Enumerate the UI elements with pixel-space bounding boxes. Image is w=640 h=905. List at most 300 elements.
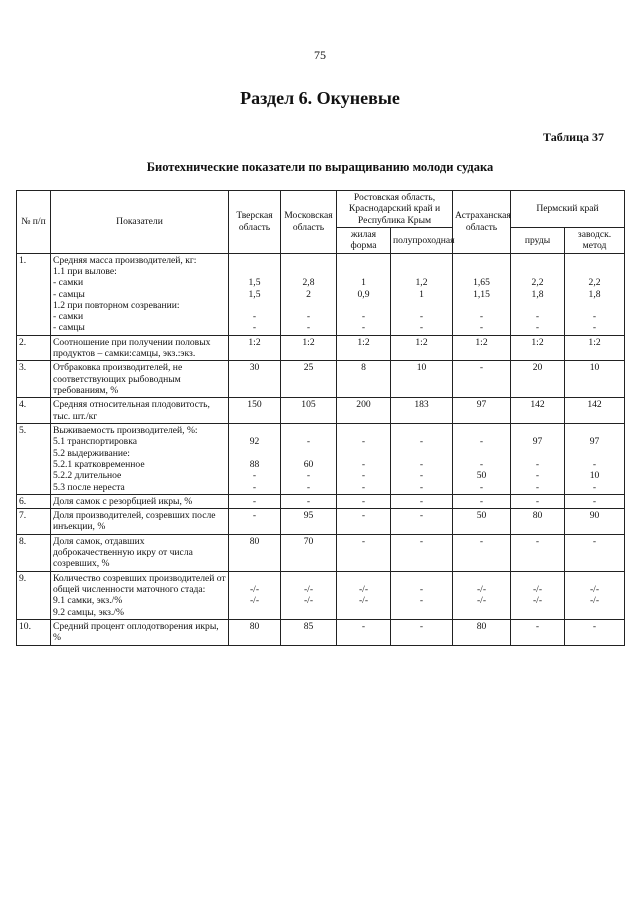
cell-value: 90 bbox=[589, 510, 600, 522]
cell-value: 50 bbox=[476, 510, 487, 522]
cell-value: - bbox=[306, 470, 311, 482]
cell-value bbox=[339, 425, 388, 436]
cell-rostov-semi bbox=[391, 494, 453, 508]
cell-value bbox=[513, 266, 562, 277]
cell-value: 1:2 bbox=[475, 336, 488, 348]
cell-value: - bbox=[479, 481, 484, 493]
cell-rostov-live bbox=[337, 253, 391, 335]
cell-value bbox=[567, 448, 622, 459]
cell-value: 1,5 bbox=[248, 277, 261, 289]
cell-rostov-semi bbox=[391, 423, 453, 494]
cell-value: 95 bbox=[303, 510, 314, 522]
cell-value: 142 bbox=[587, 399, 602, 411]
cell-value: 1,8 bbox=[531, 288, 544, 300]
cell-value: 80 bbox=[532, 510, 543, 522]
cell-moscow bbox=[281, 509, 337, 535]
cell-perm-ponds bbox=[511, 398, 565, 424]
cell-value: 80 bbox=[249, 620, 260, 632]
cell-value bbox=[231, 300, 278, 311]
cell-value: - bbox=[479, 311, 484, 323]
cell-value: - bbox=[306, 322, 311, 334]
cell-perm-ponds bbox=[511, 571, 565, 619]
cell-value: 1,5 bbox=[248, 288, 261, 300]
cell-value: 142 bbox=[530, 399, 545, 411]
row-indicator bbox=[51, 253, 229, 335]
cell-rostov-semi bbox=[391, 335, 453, 361]
table-row bbox=[17, 571, 625, 619]
cell-tver bbox=[229, 509, 281, 535]
cell-value: - bbox=[306, 495, 311, 507]
cell-value: 20 bbox=[532, 362, 543, 374]
cell-value: 10 bbox=[416, 362, 427, 374]
cell-tver bbox=[229, 253, 281, 335]
cell-value: - bbox=[361, 436, 366, 448]
cell-value: - bbox=[361, 495, 366, 507]
cell-value: -/- bbox=[476, 595, 487, 607]
cell-value: - bbox=[306, 436, 311, 448]
cell-value bbox=[513, 300, 562, 311]
cell-value: - bbox=[252, 322, 257, 334]
cell-value bbox=[513, 573, 562, 584]
table-row bbox=[17, 534, 625, 571]
cell-value: - bbox=[419, 595, 424, 607]
indicator-line: Доля самок с резорбцией икры, % bbox=[53, 495, 193, 507]
cell-moscow bbox=[281, 494, 337, 508]
cell-value: - bbox=[361, 311, 366, 323]
cell-value bbox=[283, 573, 334, 584]
cell-value bbox=[231, 266, 278, 277]
row-number: 10. bbox=[17, 619, 51, 645]
cell-value bbox=[455, 573, 508, 584]
cell-value: 1:2 bbox=[415, 336, 428, 348]
cell-value: - bbox=[252, 495, 257, 507]
cell-value bbox=[283, 425, 334, 436]
cell-value: - bbox=[361, 510, 366, 522]
cell-value bbox=[231, 573, 278, 584]
page-number: 75 bbox=[314, 48, 326, 62]
cell-perm-factory bbox=[565, 361, 625, 398]
cell-value: 8 bbox=[361, 362, 366, 374]
cell-value: - bbox=[479, 458, 484, 470]
cell-perm-ponds bbox=[511, 509, 565, 535]
row-indicator bbox=[51, 619, 229, 645]
cell-value: 50 bbox=[476, 470, 487, 482]
cell-value: 97 bbox=[532, 436, 543, 448]
cell-tver bbox=[229, 494, 281, 508]
row-number: 7. bbox=[17, 509, 51, 535]
cell-rostov-semi bbox=[391, 253, 453, 335]
cell-rostov-semi bbox=[391, 571, 453, 619]
cell-value bbox=[513, 448, 562, 459]
row-number: 5. bbox=[17, 423, 51, 494]
cell-value bbox=[567, 425, 622, 436]
table-label: Таблица 37 bbox=[543, 130, 604, 144]
indicator-line: Количество созревших производителей от общей численности маточного стада: bbox=[53, 572, 226, 595]
cell-value bbox=[513, 255, 562, 266]
cell-value: -/- bbox=[249, 584, 260, 595]
cell-value: - bbox=[535, 458, 540, 470]
cell-value: -/- bbox=[249, 595, 260, 607]
cell-value: 97 bbox=[476, 399, 487, 411]
table-caption: Биотехнические показатели по выращиванию молоди судака bbox=[146, 160, 494, 174]
indicator-line: - самцы bbox=[53, 288, 85, 300]
cell-value: 1:2 bbox=[588, 336, 601, 348]
header-perm-factory: заводск. метод bbox=[565, 227, 625, 253]
indicator-line: 1.2 при повторном созревании: bbox=[53, 299, 180, 311]
cell-rostov-live bbox=[337, 423, 391, 494]
cell-value: - bbox=[419, 436, 424, 448]
cell-value bbox=[339, 448, 388, 459]
header-perm-ponds: пруды bbox=[511, 227, 565, 253]
cell-value: 200 bbox=[356, 399, 371, 411]
cell-astrakhan bbox=[453, 423, 511, 494]
cell-value: -/- bbox=[476, 584, 487, 595]
indicator-line: Отбраковка производителей, не соответствующих рыбоводным требованиям, % bbox=[53, 362, 183, 396]
cell-value: -/- bbox=[358, 584, 369, 595]
cell-rostov-semi bbox=[391, 509, 453, 535]
indicator-line: 5.2.1 кратковременное bbox=[53, 458, 145, 470]
cell-value: - bbox=[592, 458, 597, 470]
cell-value: 85 bbox=[303, 620, 314, 632]
indicator-line: 9.1 самки, экз./% bbox=[53, 595, 123, 607]
cell-astrakhan bbox=[453, 534, 511, 571]
row-number: 3. bbox=[17, 361, 51, 398]
cell-value: 1,15 bbox=[473, 288, 490, 300]
cell-value: - bbox=[419, 311, 424, 323]
cell-value: - bbox=[592, 322, 597, 334]
cell-value: 1 bbox=[419, 288, 424, 300]
cell-perm-ponds bbox=[511, 619, 565, 645]
cell-rostov-semi bbox=[391, 398, 453, 424]
cell-value: -/- bbox=[532, 595, 543, 607]
indicator-line: - самки bbox=[53, 277, 84, 289]
indicator-line: Соотношение при получении половых продуктов – самки:самцы, экз.:экз. bbox=[53, 336, 211, 360]
table-row bbox=[17, 361, 625, 398]
cell-value bbox=[393, 448, 450, 459]
indicator-line: Средний процент оплодотворения икры, % bbox=[53, 620, 219, 644]
cell-rostov-live bbox=[337, 361, 391, 398]
cell-value: - bbox=[479, 535, 484, 547]
table-row bbox=[17, 398, 625, 424]
header-perm-group: Пермский край bbox=[511, 191, 625, 228]
cell-value bbox=[393, 255, 450, 266]
cell-value: - bbox=[592, 481, 597, 493]
cell-value: 2 bbox=[306, 288, 311, 300]
cell-value: 60 bbox=[303, 458, 314, 470]
row-number: 9. bbox=[17, 571, 51, 619]
cell-value: - bbox=[419, 620, 424, 632]
cell-value: - bbox=[252, 481, 257, 493]
row-number: 2. bbox=[17, 335, 51, 361]
cell-perm-factory bbox=[565, 509, 625, 535]
cell-value: - bbox=[361, 620, 366, 632]
cell-value: - bbox=[479, 322, 484, 334]
cell-value: - bbox=[252, 470, 257, 482]
cell-value: 30 bbox=[249, 362, 260, 374]
cell-value: 1:2 bbox=[302, 336, 315, 348]
cell-perm-factory bbox=[565, 494, 625, 508]
cell-rostov-live bbox=[337, 571, 391, 619]
cell-tver bbox=[229, 534, 281, 571]
row-indicator bbox=[51, 361, 229, 398]
row-indicator bbox=[51, 398, 229, 424]
cell-moscow bbox=[281, 571, 337, 619]
indicator-line: 5.1 транспортировка bbox=[53, 436, 137, 448]
cell-value bbox=[393, 425, 450, 436]
cell-value: - bbox=[306, 481, 311, 493]
cell-perm-ponds bbox=[511, 335, 565, 361]
cell-value: - bbox=[592, 311, 597, 323]
cell-perm-factory bbox=[565, 253, 625, 335]
cell-moscow bbox=[281, 534, 337, 571]
cell-rostov-live bbox=[337, 494, 391, 508]
cell-value: - bbox=[419, 481, 424, 493]
cell-value: 150 bbox=[247, 399, 262, 411]
cell-value bbox=[455, 425, 508, 436]
header-num: № п/п bbox=[17, 191, 51, 254]
cell-value bbox=[393, 300, 450, 311]
cell-perm-ponds bbox=[511, 534, 565, 571]
table-row bbox=[17, 619, 625, 645]
cell-value: -/- bbox=[589, 584, 600, 595]
cell-rostov-semi bbox=[391, 361, 453, 398]
cell-value: 2,2 bbox=[531, 277, 544, 289]
indicator-line: - самцы bbox=[53, 322, 85, 334]
row-indicator bbox=[51, 423, 229, 494]
cell-value: 1,65 bbox=[473, 277, 490, 289]
cell-value bbox=[567, 255, 622, 266]
cell-value: -/- bbox=[532, 584, 543, 595]
cell-perm-factory bbox=[565, 335, 625, 361]
cell-perm-ponds bbox=[511, 361, 565, 398]
cell-value: -/- bbox=[303, 584, 314, 595]
section-title: Раздел 6. Окуневые bbox=[240, 88, 400, 108]
cell-value bbox=[393, 266, 450, 277]
cell-tver bbox=[229, 571, 281, 619]
cell-astrakhan bbox=[453, 335, 511, 361]
cell-value bbox=[455, 255, 508, 266]
header-rostov-live: жилая форма bbox=[337, 227, 391, 253]
cell-value: 70 bbox=[303, 535, 314, 547]
cell-rostov-semi bbox=[391, 619, 453, 645]
cell-moscow bbox=[281, 253, 337, 335]
indicator-line: Средняя масса производителей, кг: bbox=[53, 254, 197, 266]
cell-value bbox=[393, 573, 450, 584]
cell-value: 1:2 bbox=[357, 336, 370, 348]
cell-value: 1,8 bbox=[588, 288, 601, 300]
indicator-line: 5.2 выдерживание: bbox=[53, 447, 130, 459]
cell-value bbox=[283, 255, 334, 266]
cell-value: - bbox=[419, 584, 424, 595]
cell-value: - bbox=[361, 535, 366, 547]
cell-value: 2,2 bbox=[588, 277, 601, 289]
cell-value: 2,8 bbox=[302, 277, 315, 289]
cell-value bbox=[283, 448, 334, 459]
header-rostov-semi: полупроходная bbox=[391, 227, 453, 253]
cell-value: 80 bbox=[476, 620, 487, 632]
cell-value: 88 bbox=[249, 458, 260, 470]
cell-value: - bbox=[419, 458, 424, 470]
cell-value: - bbox=[592, 535, 597, 547]
cell-value: - bbox=[361, 470, 366, 482]
cell-tver bbox=[229, 398, 281, 424]
table-body bbox=[17, 253, 625, 645]
cell-value bbox=[283, 266, 334, 277]
cell-value: - bbox=[419, 322, 424, 334]
cell-value: - bbox=[535, 470, 540, 482]
row-indicator bbox=[51, 335, 229, 361]
header-tver: Тверская область bbox=[229, 191, 281, 254]
cell-value: - bbox=[361, 322, 366, 334]
cell-rostov-live bbox=[337, 619, 391, 645]
cell-value bbox=[455, 266, 508, 277]
cell-value: - bbox=[535, 535, 540, 547]
cell-astrakhan bbox=[453, 571, 511, 619]
cell-value: - bbox=[479, 495, 484, 507]
cell-value: - bbox=[535, 322, 540, 334]
indicator-line: Доля самок, отдавших доброкачественную икру от числа созревших, % bbox=[53, 535, 193, 570]
cell-moscow bbox=[281, 423, 337, 494]
cell-value: - bbox=[419, 535, 424, 547]
row-number: 8. bbox=[17, 534, 51, 571]
cell-moscow bbox=[281, 361, 337, 398]
cell-value: 1 bbox=[361, 277, 366, 289]
header-rostov-group: Ростовская область, Краснодарский край и Республика Крым bbox=[337, 191, 453, 228]
cell-astrakhan bbox=[453, 361, 511, 398]
cell-value: 183 bbox=[414, 399, 429, 411]
table-row bbox=[17, 335, 625, 361]
row-indicator bbox=[51, 571, 229, 619]
cell-perm-factory bbox=[565, 534, 625, 571]
cell-tver bbox=[229, 619, 281, 645]
cell-value: 105 bbox=[301, 399, 316, 411]
header-moscow: Московская область bbox=[281, 191, 337, 254]
cell-value: -/- bbox=[303, 595, 314, 607]
cell-tver bbox=[229, 335, 281, 361]
row-indicator bbox=[51, 494, 229, 508]
cell-value: - bbox=[535, 620, 540, 632]
cell-value: -/- bbox=[589, 595, 600, 607]
cell-value bbox=[513, 425, 562, 436]
cell-tver bbox=[229, 361, 281, 398]
cell-astrakhan bbox=[453, 509, 511, 535]
row-number: 6. bbox=[17, 494, 51, 508]
cell-value bbox=[567, 300, 622, 311]
cell-value bbox=[231, 448, 278, 459]
table-row bbox=[17, 494, 625, 508]
cell-value: 0,9 bbox=[357, 288, 370, 300]
cell-value bbox=[231, 425, 278, 436]
cell-rostov-live bbox=[337, 534, 391, 571]
table-row bbox=[17, 253, 625, 335]
cell-rostov-live bbox=[337, 335, 391, 361]
cell-perm-ponds bbox=[511, 423, 565, 494]
cell-perm-factory bbox=[565, 619, 625, 645]
cell-rostov-live bbox=[337, 509, 391, 535]
row-indicator bbox=[51, 509, 229, 535]
cell-astrakhan bbox=[453, 253, 511, 335]
indicator-line: Выживаемость производителей, %: bbox=[53, 424, 198, 436]
cell-astrakhan bbox=[453, 619, 511, 645]
cell-value bbox=[455, 448, 508, 459]
row-indicator bbox=[51, 534, 229, 571]
cell-perm-factory bbox=[565, 398, 625, 424]
cell-value: 97 bbox=[589, 436, 600, 448]
indicator-line: 5.3 после нереста bbox=[53, 481, 125, 493]
cell-value bbox=[339, 255, 388, 266]
indicator-line: 9.2 самцы, экз./% bbox=[53, 606, 124, 618]
table-row bbox=[17, 423, 625, 494]
cell-value bbox=[567, 573, 622, 584]
cell-value: - bbox=[535, 495, 540, 507]
indicator-line: Средняя относительная плодовитость, тыс. шт./кг bbox=[53, 399, 210, 422]
biotech-table bbox=[16, 190, 625, 646]
cell-value: - bbox=[361, 481, 366, 493]
header-indicators: Показатели bbox=[51, 191, 229, 254]
cell-value: 10 bbox=[589, 362, 600, 374]
cell-value: 92 bbox=[249, 436, 260, 448]
cell-value: - bbox=[361, 458, 366, 470]
cell-tver bbox=[229, 423, 281, 494]
header-astrakhan: Астраханская область bbox=[453, 191, 511, 254]
cell-value: - bbox=[535, 481, 540, 493]
cell-value bbox=[231, 255, 278, 266]
indicator-line: Доля производителей, созревших после инъекции, % bbox=[53, 510, 216, 533]
cell-value: 1:2 bbox=[248, 336, 261, 348]
cell-value: - bbox=[592, 620, 597, 632]
cell-value: - bbox=[252, 311, 257, 323]
cell-value bbox=[339, 573, 388, 584]
cell-perm-factory bbox=[565, 423, 625, 494]
cell-rostov-semi bbox=[391, 534, 453, 571]
cell-astrakhan bbox=[453, 398, 511, 424]
cell-value: -/- bbox=[358, 595, 369, 607]
cell-rostov-live bbox=[337, 398, 391, 424]
cell-moscow bbox=[281, 335, 337, 361]
cell-moscow bbox=[281, 619, 337, 645]
cell-value: - bbox=[306, 311, 311, 323]
cell-value: 80 bbox=[249, 535, 260, 547]
cell-value: - bbox=[419, 510, 424, 522]
cell-value bbox=[567, 266, 622, 277]
cell-value: 1:2 bbox=[531, 336, 544, 348]
cell-astrakhan bbox=[453, 494, 511, 508]
cell-value: - bbox=[252, 510, 257, 522]
cell-perm-factory bbox=[565, 571, 625, 619]
indicator-line: - самки bbox=[53, 311, 84, 323]
cell-value: - bbox=[592, 495, 597, 507]
cell-value: 10 bbox=[589, 470, 600, 482]
cell-value: - bbox=[419, 470, 424, 482]
cell-value bbox=[283, 300, 334, 311]
row-number: 1. bbox=[17, 253, 51, 335]
cell-perm-ponds bbox=[511, 253, 565, 335]
cell-value: - bbox=[479, 436, 484, 448]
cell-value: - bbox=[419, 495, 424, 507]
cell-value: - bbox=[479, 362, 484, 374]
cell-perm-ponds bbox=[511, 494, 565, 508]
cell-value: 25 bbox=[303, 362, 314, 374]
cell-value: - bbox=[535, 311, 540, 323]
indicator-line: 1.1 при вылове: bbox=[53, 265, 117, 277]
cell-value bbox=[339, 266, 388, 277]
row-number: 4. bbox=[17, 398, 51, 424]
cell-value: 1,2 bbox=[415, 277, 428, 289]
cell-value bbox=[339, 300, 388, 311]
table-row bbox=[17, 509, 625, 535]
cell-moscow bbox=[281, 398, 337, 424]
indicator-line: 5.2.2 длительное bbox=[53, 470, 122, 482]
